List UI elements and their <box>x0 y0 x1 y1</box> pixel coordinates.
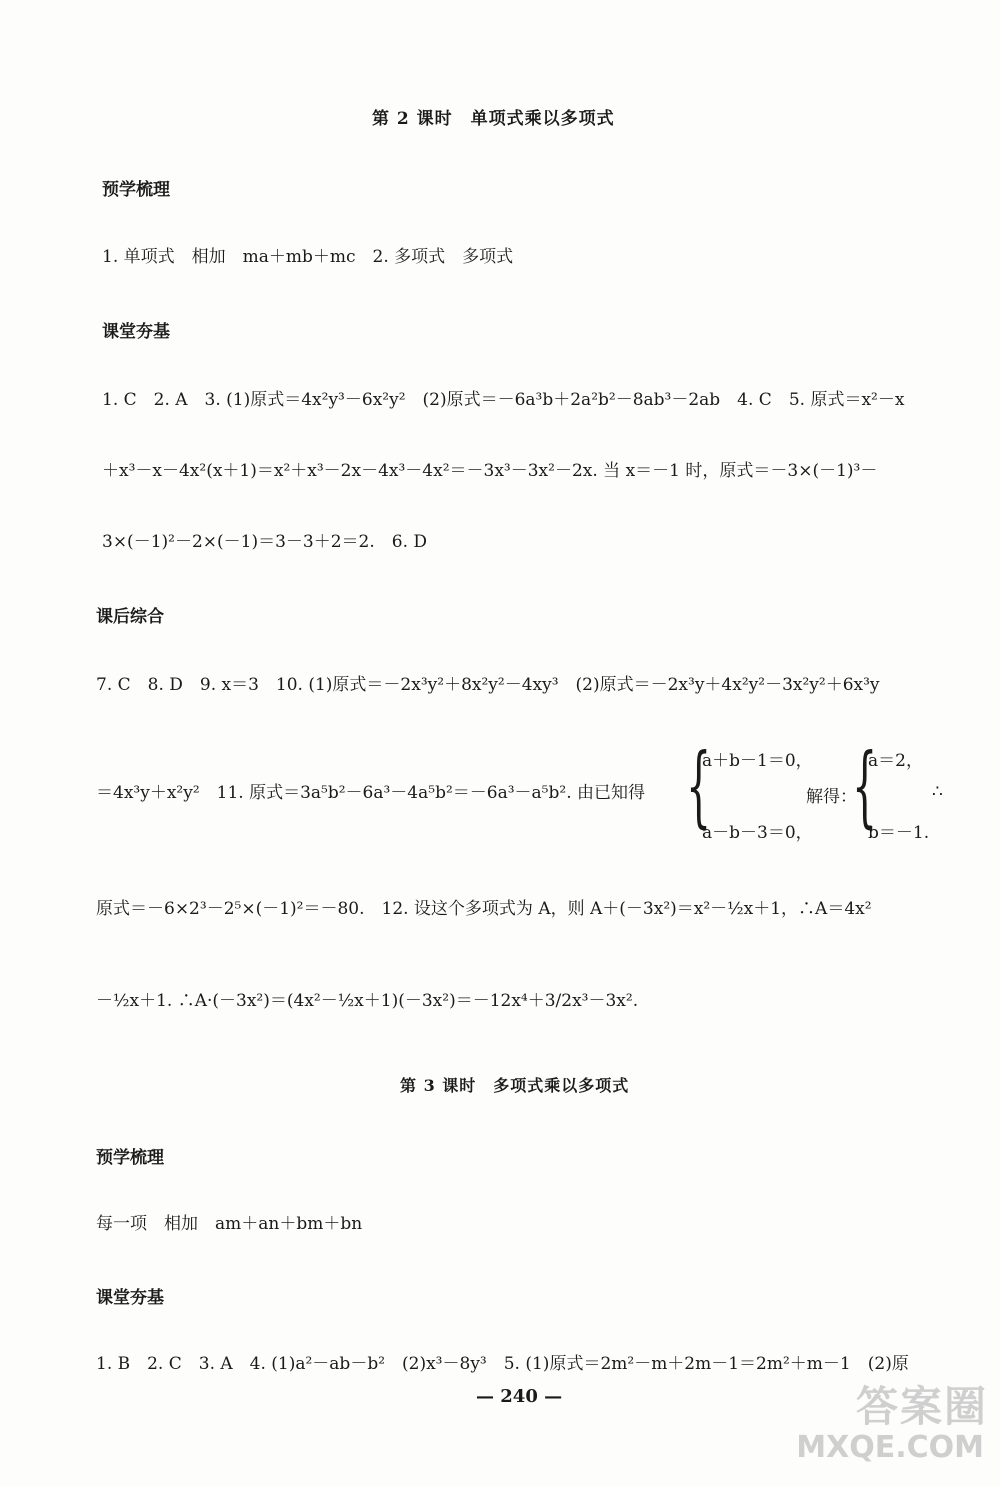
heading-class-2: 课堂夯基 <box>96 1288 164 1308</box>
after-answers-line2: ＝4x³y＋x²y² 11. 原式＝3a⁵b²－6a³－4a⁵b²＝－6a³－a⁵b². 由已知得 <box>96 783 645 803</box>
section-title-lesson3: 第 3 课时 多项式乘以多项式 <box>400 1076 630 1095</box>
class-answers-2-line1: 1. B 2. C 3. A 4. (1)a²－ab－b² (2)x³－8y³ 5. (1)原式＝2m²－m＋2m－1＝2m²＋m－1 (2)原 <box>96 1354 909 1374</box>
therefore-symbol: ∴ <box>932 782 943 802</box>
heading-preview-2: 预学梳理 <box>96 1148 164 1168</box>
heading-preview: 预学梳理 <box>102 180 170 200</box>
system1-equation-bottom: a－b－3＝0， <box>702 823 813 843</box>
preview-answers-2: 每一项 相加 am＋an＋bm＋bn <box>96 1214 363 1234</box>
preview-answers: 1. 单项式 相加 ma＋mb＋mc 2. 多项式 多项式 <box>102 247 514 267</box>
solve-label: 解得： <box>806 787 857 807</box>
watermark <box>796 1374 988 1474</box>
class-answers-line1: 1. C 2. A 3. (1)原式＝4x²y³－6x²y² (2)原式＝－6a³b＋2a²b²－8ab³－2ab 4. C 5. 原式＝x²－x <box>102 390 905 410</box>
system2-equation-bottom: b＝－1. <box>868 823 930 843</box>
watermark-en: MXQE.COM <box>796 1430 984 1465</box>
watermark-cn: 答案圈 <box>855 1382 988 1431</box>
class-answers-line2: ＋x³－x－4x²(x＋1)＝x²＋x³－2x－4x³－4x²＝－3x³－3x²－2x. 当 x＝－1 时，原式＝－3×(－1)³－ <box>102 461 878 481</box>
system-brace-2: { <box>852 734 878 837</box>
page-number: — 240 — <box>476 1386 563 1407</box>
heading-after: 课后综合 <box>96 607 164 627</box>
after-answers-line3: 原式＝－6×2³－2⁵×(－1)²＝－80. 12. 设这个多项式为 A，则 A＋(－3x²)＝x²－½x＋1，∴A＝4x² <box>96 899 872 919</box>
system-brace-1: { <box>686 734 712 837</box>
heading-class: 课堂夯基 <box>102 322 170 342</box>
after-answers-line1: 7. C 8. D 9. x＝3 10. (1)原式＝－2x³y²＋8x²y²－4xy³ (2)原式＝－2x³y＋4x²y²－3x²y²＋6x³y <box>96 675 880 695</box>
section-title-lesson2: 第 2 课时 单项式乘以多项式 <box>372 109 615 129</box>
system2-equation-top: a＝2， <box>868 751 923 771</box>
system1-equation-top: a＋b－1＝0， <box>702 751 813 771</box>
after-answers-line4: －½x＋1. ∴A·(－3x²)＝(4x²－½x＋1)(－3x²)＝－12x⁴＋3/2x³－3x². <box>96 991 639 1011</box>
class-answers-line3: 3×(－1)²－2×(－1)＝3－3＋2＝2. 6. D <box>102 532 428 552</box>
